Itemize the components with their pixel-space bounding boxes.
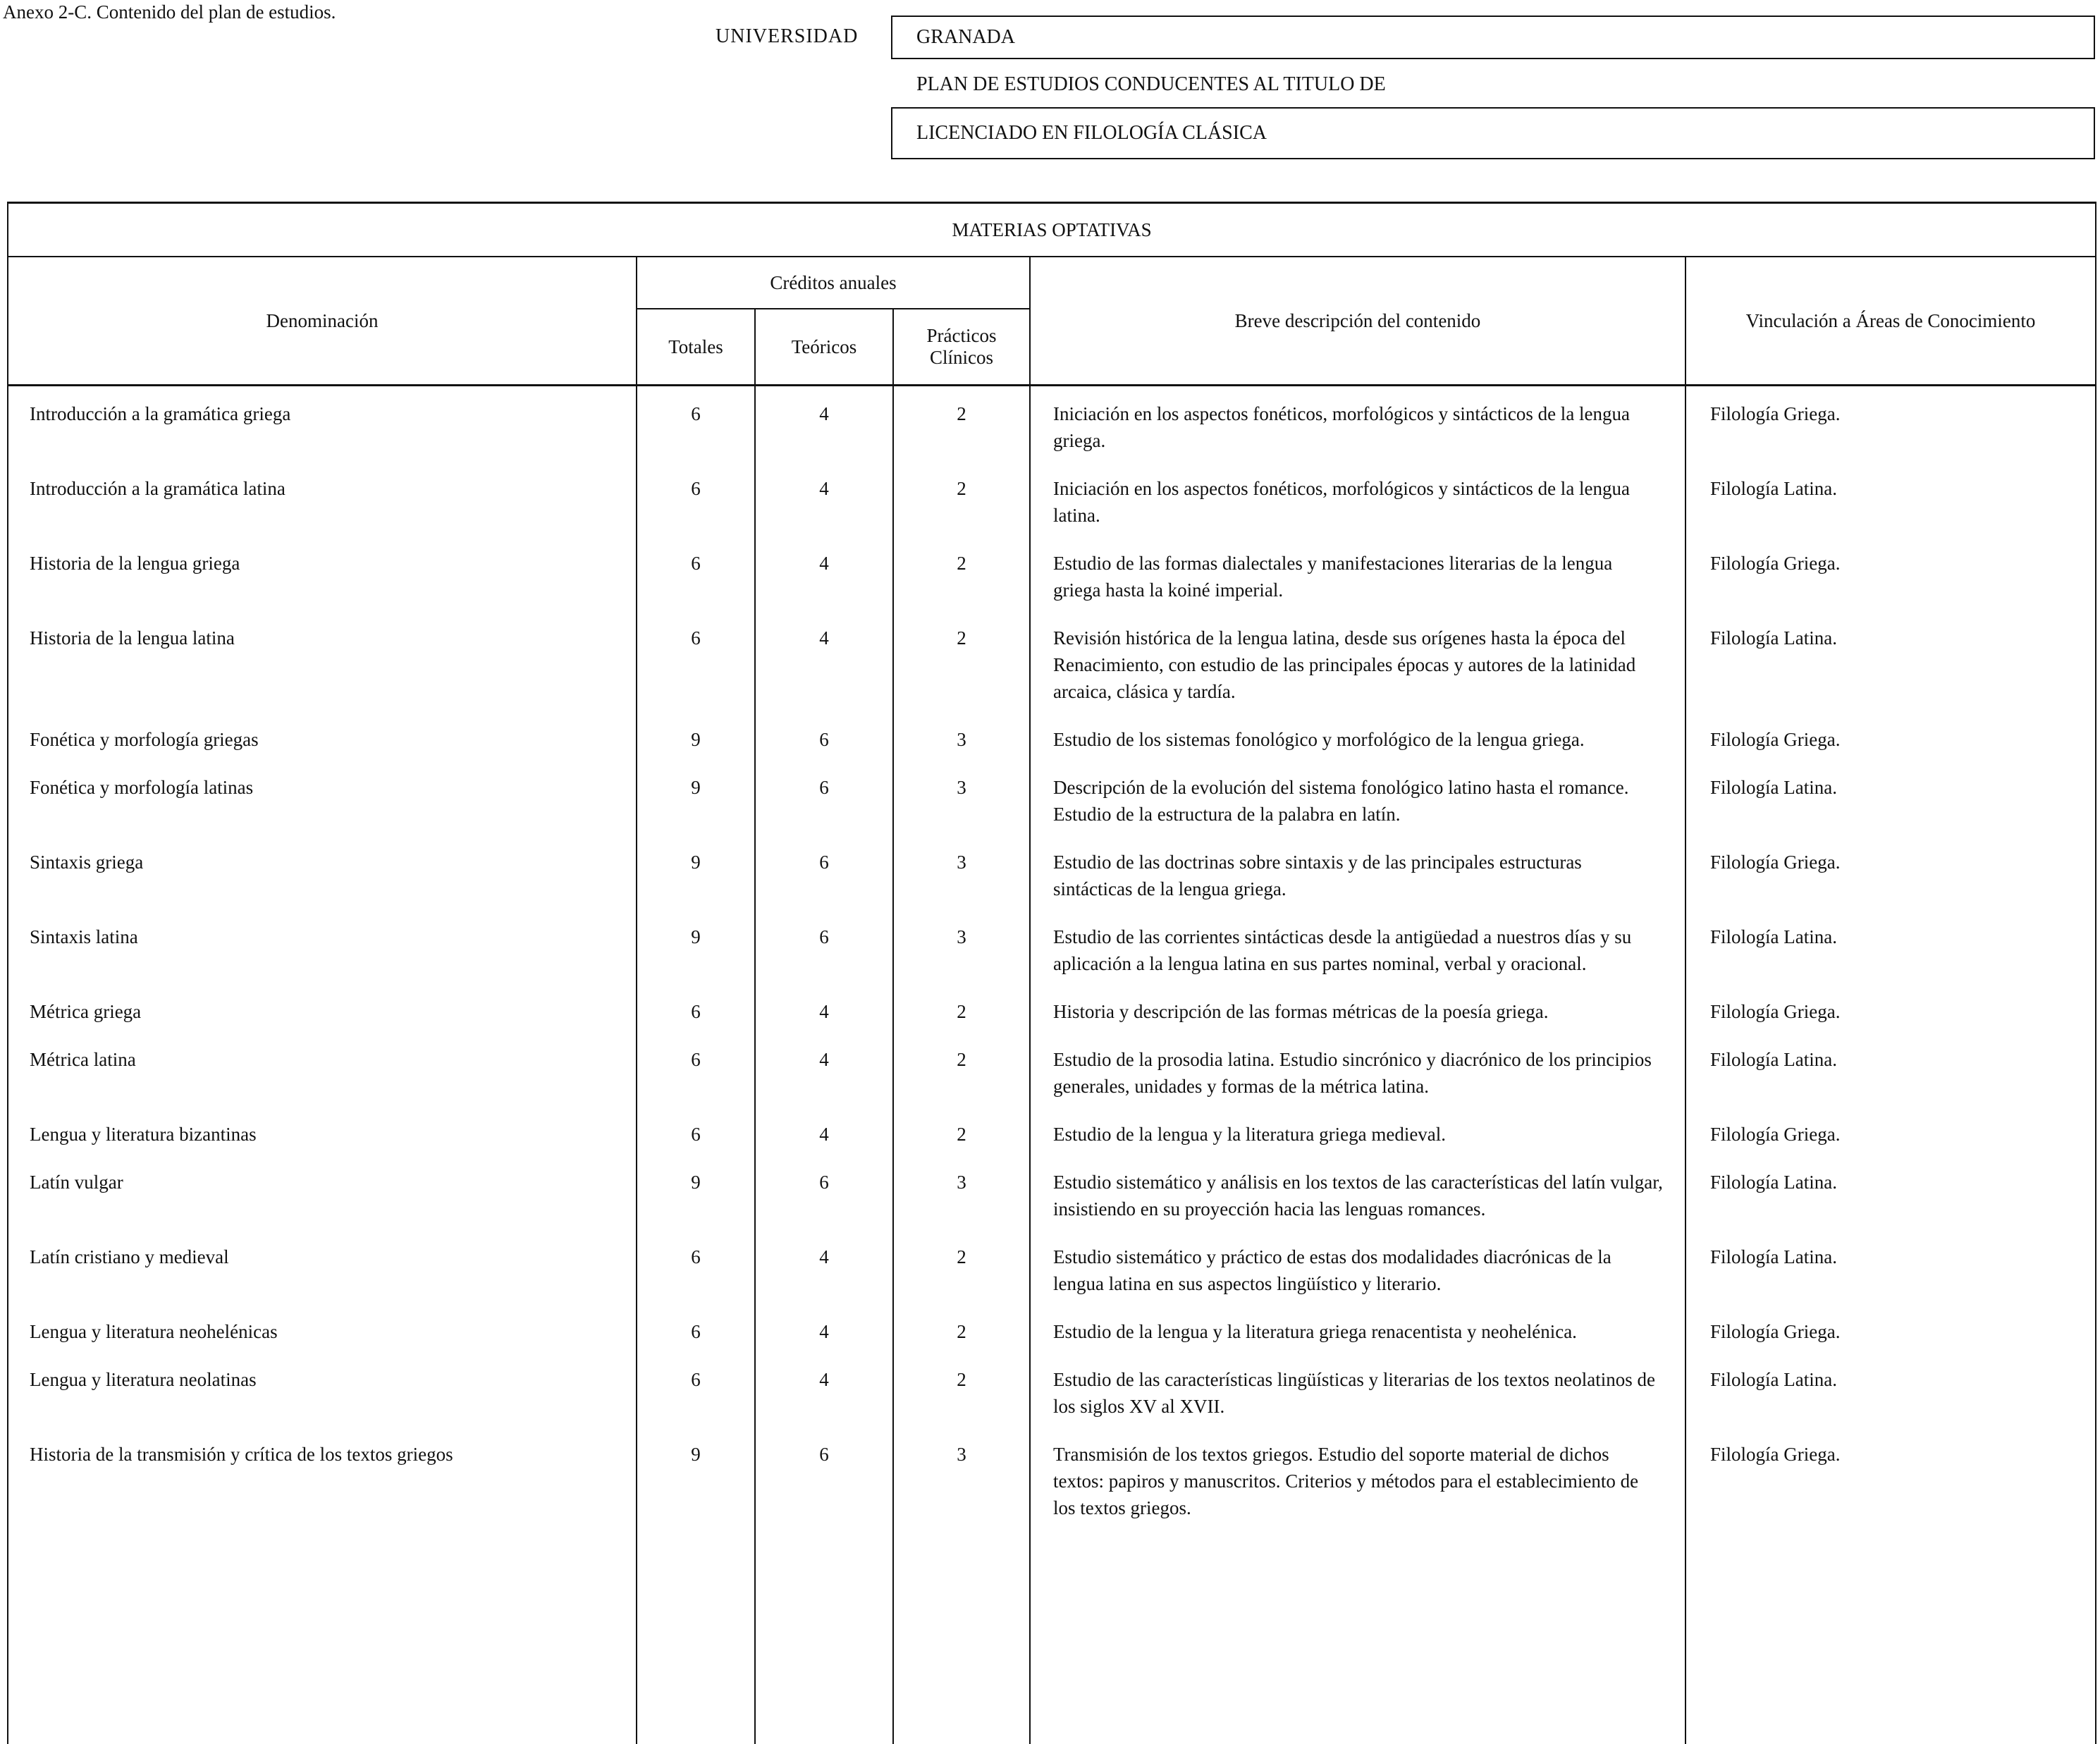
subject-name: Fonética y morfología latinas: [8, 760, 637, 835]
credits-totales: 6: [637, 1032, 755, 1107]
credits-practicos: 2: [893, 536, 1030, 610]
table-row: [8, 1304, 2096, 1352]
table-row: [8, 1107, 2096, 1155]
knowledge-area: Filología Griega.: [1685, 1427, 2096, 1744]
knowledge-area: Filología Griega.: [1685, 1304, 2096, 1352]
credits-totales: 6: [637, 461, 755, 536]
subject-name: Latín cristiano y medieval: [8, 1229, 637, 1304]
credits-teoricos: 6: [755, 909, 893, 984]
credits-totales: 9: [637, 760, 755, 835]
subject-name: Introducción a la gramática latina: [8, 461, 637, 536]
table-row: [8, 909, 2096, 984]
credits-practicos: 3: [893, 1155, 1030, 1229]
plan-label: PLAN DE ESTUDIOS CONDUCENTES AL TITULO DE: [916, 73, 1386, 96]
subject-name: Lengua y literatura bizantinas: [8, 1107, 637, 1155]
credits-totales: 6: [637, 1107, 755, 1155]
table-row: [8, 712, 2096, 760]
degree-title: LICENCIADO EN FILOLOGÍA CLÁSICA: [916, 122, 1267, 145]
credits-totales: 9: [637, 712, 755, 760]
optional-subjects-table: [7, 202, 2096, 1744]
subject-description: Estudio de la lengua y la literatura griega renacentista y neohelénica.: [1030, 1304, 1685, 1352]
table-row: [8, 386, 2096, 462]
table-row: [8, 1032, 2096, 1107]
table-body: [8, 386, 2096, 1744]
university-box: [891, 16, 2095, 59]
credits-teoricos: 4: [755, 984, 893, 1032]
degree-title-box: [891, 107, 2095, 159]
col-header-descripcion: Breve descripción del contenido: [1030, 257, 1685, 386]
credits-practicos: 2: [893, 610, 1030, 712]
subject-description: Estudio sistemático y análisis en los textos de las características del latín vulgar, insistiendo en su proyección hacia las lenguas romances.: [1030, 1155, 1685, 1229]
university-name: GRANADA: [916, 26, 1015, 49]
subject-description: Transmisión de los textos griegos. Estudio del soporte material de dichos textos: papiros y manuscritos. Criterios y métodos para el establecimiento de los textos griegos.: [1030, 1427, 1685, 1744]
subject-description: Historia y descripción de las formas métricas de la poesía griega.: [1030, 984, 1685, 1032]
subject-name: Métrica griega: [8, 984, 637, 1032]
table-row: [8, 610, 2096, 712]
table-row: [8, 1427, 2096, 1744]
credits-practicos: 3: [893, 1427, 1030, 1744]
subject-description: Estudio de los sistemas fonológico y morfológico de la lengua griega.: [1030, 712, 1685, 760]
credits-teoricos: 6: [755, 760, 893, 835]
subject-name: Lengua y literatura neohelénicas: [8, 1304, 637, 1352]
knowledge-area: Filología Griega.: [1685, 712, 2096, 760]
col-header-totales: Totales: [637, 309, 755, 386]
credits-teoricos: 4: [755, 1032, 893, 1107]
credits-practicos: 2: [893, 1229, 1030, 1304]
knowledge-area: Filología Latina.: [1685, 1032, 2096, 1107]
credits-totales: 9: [637, 1427, 755, 1744]
credits-totales: 6: [637, 1352, 755, 1427]
table-row: [8, 984, 2096, 1032]
subject-description: Iniciación en los aspectos fonéticos, morfológicos y sintácticos de la lengua latina.: [1030, 461, 1685, 536]
knowledge-area: Filología Griega.: [1685, 386, 2096, 462]
credits-practicos: 3: [893, 760, 1030, 835]
credits-practicos: 2: [893, 1107, 1030, 1155]
credits-teoricos: 4: [755, 1229, 893, 1304]
col-header-denominacion: Denominación: [8, 257, 637, 386]
knowledge-area: Filología Latina.: [1685, 461, 2096, 536]
credits-totales: 9: [637, 835, 755, 909]
credits-practicos: 2: [893, 386, 1030, 462]
col-header-practicos-line2: Clínicos: [895, 347, 1028, 369]
subject-description: Estudio de las formas dialectales y manifestaciones literarias de la lengua griega hasta la koiné imperial.: [1030, 536, 1685, 610]
knowledge-area: Filología Latina.: [1685, 760, 2096, 835]
credits-practicos: 2: [893, 1352, 1030, 1427]
credits-teoricos: 4: [755, 1304, 893, 1352]
col-header-practicos-line1: Prácticos: [895, 325, 1028, 347]
subject-name: Lengua y literatura neolatinas: [8, 1352, 637, 1427]
credits-teoricos: 6: [755, 835, 893, 909]
credits-totales: 6: [637, 1229, 755, 1304]
credits-practicos: 3: [893, 835, 1030, 909]
credits-practicos: 2: [893, 461, 1030, 536]
subject-description: Iniciación en los aspectos fonéticos, morfológicos y sintácticos de la lengua griega.: [1030, 386, 1685, 462]
subject-name: Historia de la transmisión y crítica de los textos griegos: [8, 1427, 637, 1744]
credits-teoricos: 6: [755, 1155, 893, 1229]
table-row: [8, 536, 2096, 610]
subject-name: Fonética y morfología griegas: [8, 712, 637, 760]
subject-description: Descripción de la evolución del sistema fonológico latino hasta el romance. Estudio de la estructura de la palabra en latín.: [1030, 760, 1685, 835]
credits-totales: 6: [637, 386, 755, 462]
credits-teoricos: 6: [755, 712, 893, 760]
credits-teoricos: 4: [755, 610, 893, 712]
table-row: [8, 835, 2096, 909]
credits-practicos: 3: [893, 909, 1030, 984]
subject-description: Estudio de las características lingüísticas y literarias de los textos neolatinos de los siglos XV al XVII.: [1030, 1352, 1685, 1427]
knowledge-area: Filología Latina.: [1685, 909, 2096, 984]
subject-name: Historia de la lengua griega: [8, 536, 637, 610]
subject-description: Estudio de las doctrinas sobre sintaxis y de las principales estructuras sintácticas de la lengua griega.: [1030, 835, 1685, 909]
knowledge-area: Filología Griega.: [1685, 536, 2096, 610]
table-row: [8, 461, 2096, 536]
knowledge-area: Filología Griega.: [1685, 1107, 2096, 1155]
subject-description: Estudio de la lengua y la literatura griega medieval.: [1030, 1107, 1685, 1155]
credits-practicos: 2: [893, 1304, 1030, 1352]
subject-name: Sintaxis latina: [8, 909, 637, 984]
credits-totales: 6: [637, 536, 755, 610]
knowledge-area: Filología Latina.: [1685, 610, 2096, 712]
credits-teoricos: 6: [755, 1427, 893, 1744]
section-title: MATERIAS OPTATIVAS: [8, 203, 2096, 257]
credits-teoricos: 4: [755, 386, 893, 462]
subject-description: Estudio de la prosodia latina. Estudio sincrónico y diacrónico de los principios generales, unidades y formas de la métrica latina.: [1030, 1032, 1685, 1107]
subject-description: Revisión histórica de la lengua latina, desde sus orígenes hasta la época del Renacimiento, con estudio de las principales épocas y autores de la latinidad arcaica, clásica y tardía.: [1030, 610, 1685, 712]
col-header-teoricos: Teóricos: [755, 309, 893, 386]
col-header-vinculacion: Vinculación a Áreas de Conocimiento: [1685, 257, 2096, 386]
credits-practicos: 3: [893, 712, 1030, 760]
credits-totales: 6: [637, 984, 755, 1032]
knowledge-area: Filología Griega.: [1685, 984, 2096, 1032]
knowledge-area: Filología Latina.: [1685, 1155, 2096, 1229]
knowledge-area: Filología Latina.: [1685, 1229, 2096, 1304]
credits-totales: 6: [637, 1304, 755, 1352]
subject-name: Introducción a la gramática griega: [8, 386, 637, 462]
credits-practicos: 2: [893, 984, 1030, 1032]
col-header-creditos: Créditos anuales: [637, 257, 1030, 309]
subject-name: Historia de la lengua latina: [8, 610, 637, 712]
credits-teoricos: 4: [755, 461, 893, 536]
credits-totales: 9: [637, 909, 755, 984]
credits-totales: 9: [637, 1155, 755, 1229]
knowledge-area: Filología Latina.: [1685, 1352, 2096, 1427]
credits-totales: 6: [637, 610, 755, 712]
subject-description: Estudio sistemático y práctico de estas dos modalidades diacrónicas de la lengua latina en sus aspectos lingüístico y literario.: [1030, 1229, 1685, 1304]
table-row: [8, 1155, 2096, 1229]
annex-caption: Anexo 2-C. Contenido del plan de estudios.: [3, 1, 336, 23]
subject-name: Latín vulgar: [8, 1155, 637, 1229]
knowledge-area: Filología Griega.: [1685, 835, 2096, 909]
credits-teoricos: 4: [755, 1352, 893, 1427]
credits-practicos: 2: [893, 1032, 1030, 1107]
table-row: [8, 760, 2096, 835]
subject-description: Estudio de las corrientes sintácticas desde la antigüedad a nuestros días y su aplicación a la lengua latina en sus partes nominal, verbal y oracional.: [1030, 909, 1685, 984]
table-row: [8, 1229, 2096, 1304]
subject-name: Métrica latina: [8, 1032, 637, 1107]
credits-teoricos: 4: [755, 536, 893, 610]
subject-name: Sintaxis griega: [8, 835, 637, 909]
credits-teoricos: 4: [755, 1107, 893, 1155]
table-row: [8, 1352, 2096, 1427]
university-label: UNIVERSIDAD: [716, 25, 858, 48]
col-header-practicos: [893, 309, 1030, 386]
